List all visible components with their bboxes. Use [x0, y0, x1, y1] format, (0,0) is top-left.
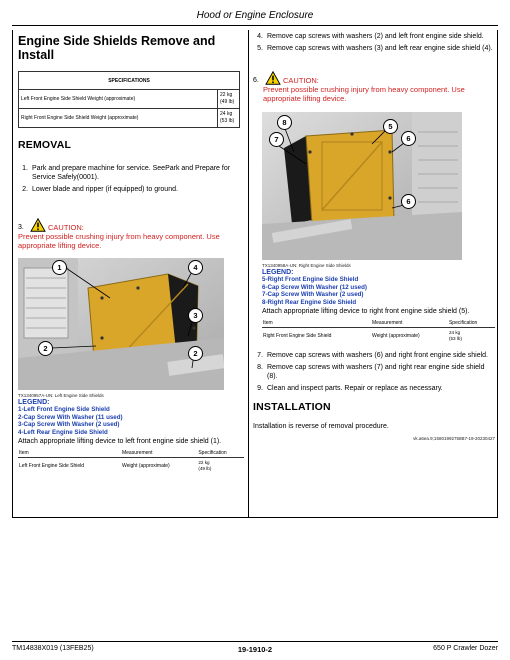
- table-row: [19, 90, 240, 109]
- caution-text: Prevent possible crushing injury from heavy component. Use appropriate lifting device.: [18, 232, 220, 250]
- step-number: 9.: [257, 385, 263, 393]
- cell-spec-imperial: (53 lb): [448, 335, 462, 341]
- caution-label: CAUTION:: [48, 223, 84, 232]
- step-number: 4.: [257, 33, 263, 40]
- step-number: 7.: [257, 352, 263, 360]
- legend-item: 5-Right Front Engine Side Shield: [262, 276, 359, 283]
- figure-id-right: TX1340958A-UN: Right Engine Side Shields: [262, 263, 351, 268]
- callout-2b: 2: [188, 346, 203, 361]
- warning-triangle-icon: [265, 71, 281, 85]
- column-divider: [248, 30, 249, 518]
- attach-instruction-left: Attach appropriate lifting device to left front engine side shield (1).: [18, 438, 222, 446]
- caution-label: CAUTION:: [283, 76, 319, 85]
- footer-page-number: 19-1910-2: [237, 645, 273, 654]
- step-item: [253, 363, 495, 381]
- callout-6: 6: [401, 131, 416, 146]
- legend-item: 3-Cap Screw With Washer (2 used): [18, 421, 120, 429]
- step-number: 2.: [22, 186, 28, 193]
- spec-value-metric: 22 kg: [220, 92, 233, 98]
- callout-2: 2: [38, 341, 53, 356]
- legend-item: 1-Left Front Engine Side Shield: [18, 406, 110, 413]
- step-number: 1.: [22, 165, 28, 172]
- callout-6b: 6: [401, 194, 416, 209]
- spec-value: [218, 90, 240, 109]
- frame-left: [12, 30, 13, 518]
- installation-heading: INSTALLATION: [253, 401, 331, 414]
- col-header-measurement: Measurement: [371, 319, 448, 328]
- step-item: [253, 32, 495, 41]
- footer-manual-id: TM14838X019 (13FEB25): [12, 645, 94, 652]
- cell-spec: [197, 458, 244, 474]
- legend-title-right: LEGEND:: [262, 269, 294, 276]
- frame-bottom: [12, 517, 498, 518]
- cell-spec: [448, 328, 495, 344]
- cell-item: Right Front Engine Side Shield: [263, 332, 332, 339]
- step-item: [253, 44, 495, 53]
- cell-measurement: Weight (approximate): [371, 332, 420, 339]
- step-text: Clean and inspect parts. Repair or replace as necessary.: [267, 385, 443, 393]
- footer-model: 650 P Crawler Dozer: [433, 645, 498, 652]
- callout-3: 3: [188, 308, 203, 323]
- legend-title-left: LEGEND:: [18, 399, 50, 406]
- step-number: 8.: [257, 364, 263, 372]
- frame-right: [497, 30, 498, 518]
- col-header-specification: Specification: [448, 319, 495, 328]
- legend-item: 7-Cap Screw With Washer (2 used): [262, 291, 364, 299]
- footer-rule: [12, 641, 498, 642]
- spec-heading: SPECIFICATIONS: [19, 72, 240, 90]
- document-id: vk.a6ea.9;15801992758B7-19-20230427: [413, 436, 495, 442]
- step-number: 5.: [257, 45, 263, 52]
- cell-spec-metric: 22 kg: [198, 460, 210, 466]
- right-engine-illustration: [262, 112, 462, 260]
- left-engine-illustration: [18, 258, 224, 390]
- cell-measurement: Weight (approximate): [121, 462, 170, 469]
- legend-right: [262, 269, 495, 343]
- caution-block-right: [253, 71, 495, 103]
- callout-4: 4: [188, 260, 203, 275]
- callout-1: 1: [52, 260, 67, 275]
- legend-item: 8-Right Rear Engine Side Shield: [262, 298, 357, 306]
- col-header-measurement: Measurement: [121, 449, 197, 458]
- spec-value-imperial: (49 lb): [220, 99, 235, 105]
- left-column: [18, 32, 244, 473]
- measurement-table-left: [18, 449, 244, 473]
- cell-spec-imperial: (49 lb): [198, 465, 212, 471]
- step-text: Remove cap screws with washers (3) and left rear engine side shield (4).: [267, 45, 493, 52]
- step-number: 6.: [253, 77, 259, 84]
- legend-item: 2-Cap Screw With Washer (11 used): [18, 413, 123, 421]
- installation-text: Installation is reverse of removal procedure.: [253, 423, 389, 431]
- page-header-title: Hood or Engine Enclosure: [196, 10, 314, 21]
- section-title: Engine Side Shields Remove and Install: [18, 34, 216, 62]
- table-row: [18, 458, 244, 474]
- step-item: [18, 164, 244, 182]
- header-rule: [12, 25, 498, 26]
- step-text: Park and prepare machine for service. SeePark and Prepare for Service Safely(0001).: [32, 165, 231, 181]
- step-text: Remove cap screws with washers (7) and right rear engine side shield (8).: [267, 364, 485, 381]
- callout-7: 7: [269, 132, 284, 147]
- step-item: [18, 185, 244, 194]
- step-item: [253, 351, 495, 360]
- col-header-specification: Specification: [197, 449, 244, 458]
- removal-steps-right-top: [253, 32, 495, 53]
- col-header-item: Item: [18, 449, 121, 458]
- right-column: [253, 32, 495, 441]
- step-text: Remove cap screws with washers (2) and left front engine side shield.: [267, 33, 484, 40]
- step-text: Lower blade and ripper (if equipped) to ground.: [32, 186, 178, 193]
- spec-value: [218, 109, 240, 128]
- spec-value-metric: 24 kg: [220, 111, 233, 117]
- spec-value-imperial: (53 lb): [220, 118, 235, 124]
- spec-label: Left Front Engine Side Shield Weight (approximate): [19, 90, 218, 109]
- measurement-table-right: [262, 319, 495, 343]
- spec-label: Right Front Engine Side Shield Weight (approximate): [19, 109, 218, 128]
- caution-text: Prevent possible crushing injury from heavy component. Use appropriate lifting device.: [263, 85, 465, 103]
- warning-triangle-icon: [30, 218, 46, 232]
- step-item: [253, 384, 495, 393]
- cell-item: Left Front Engine Side Shield: [19, 462, 85, 469]
- figure-id-left: TX1340957A-UN: Left Engine Side Shields: [18, 393, 104, 398]
- attach-instruction-right: Attach appropriate lifting device to right front engine side shield (5).: [262, 308, 470, 316]
- legend-item: 4-Left Rear Engine Side Shield: [18, 428, 108, 436]
- right-engine-shields-photo: [262, 112, 462, 260]
- step-text: Remove cap screws with washers (6) and right front engine side shield.: [267, 352, 488, 360]
- col-header-item: Item: [262, 319, 371, 328]
- legend-item: 6-Cap Screw With Washer (12 used): [262, 283, 367, 291]
- removal-steps-right-bottom: [253, 351, 495, 393]
- callout-8: 8: [277, 115, 292, 130]
- callout-5: 5: [383, 119, 398, 134]
- caution-block-left: [18, 218, 244, 250]
- cell-spec-metric: 24 kg: [448, 330, 461, 336]
- step-number: 3.: [18, 224, 24, 231]
- table-row: [262, 328, 495, 344]
- specifications-table: [18, 71, 240, 128]
- removal-heading: REMOVAL: [18, 139, 72, 151]
- table-row: [19, 109, 240, 128]
- left-engine-shields-photo: [18, 258, 224, 390]
- removal-steps-left: [18, 164, 244, 194]
